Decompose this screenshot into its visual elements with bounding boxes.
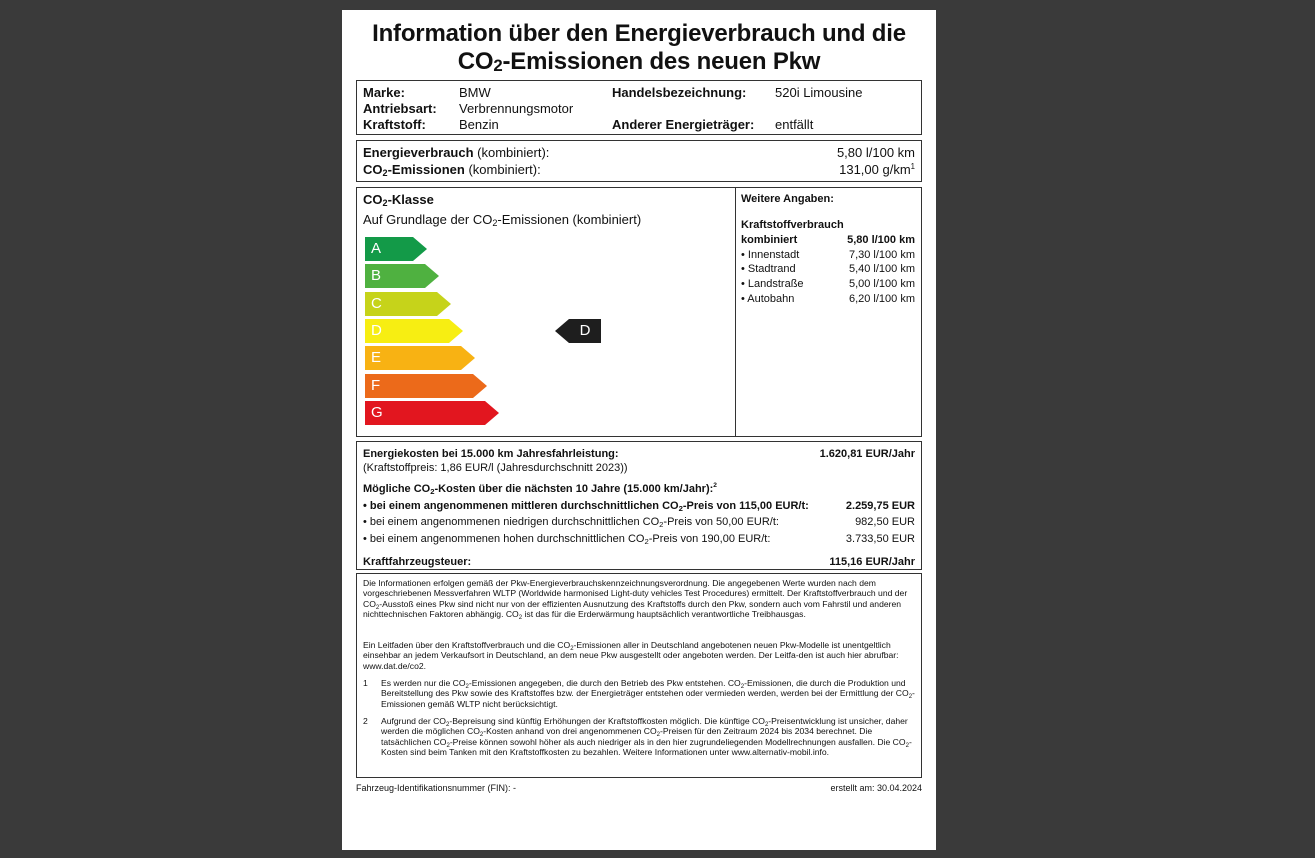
weitere-item-innenstadt: • Innenstadt bbox=[741, 249, 800, 261]
fin-label: Fahrzeug-Identifikationsnummer (FIN): - bbox=[356, 783, 517, 793]
kombiniert-label: kombiniert bbox=[741, 234, 798, 246]
kraftstoffverbrauch-heading: Kraftstoffverbrauch bbox=[741, 219, 844, 231]
co2-class-bar-e bbox=[365, 346, 475, 370]
co2-class-arrow-icon bbox=[437, 292, 451, 316]
co2-kosten-heading: Mögliche $CO_2$-Kosten über die nächsten 10 Jahre (15.000 km/Jahr):$^2$ bbox=[363, 482, 717, 496]
anderer-label: Anderer Energieträger: bbox=[612, 117, 755, 132]
kombiniert-value: 5,80 l/100 km bbox=[847, 234, 915, 246]
energy-label-page bbox=[342, 10, 936, 850]
co2-class-bar-b bbox=[365, 264, 439, 288]
info-paragraph-1: Die Informationen erfolgen gemäß der Pkw-Energieverbrauchskennzeichnungsverordnung. Die angegebenen Werte wurden nach dem vorgeschriebenen Messverfahren WLTP (Worldwide harmonised Light-duty vehicles Test Procedures) ermittelt. Der Kraftstoffverbrauch und der $CO_2$-Ausstoß eines Pkw sind nicht nur von der effizienten Ausnutzung des Kraftstoffs durch den Pkw, sondern auch vom Fahrstil und anderen nichttechnischen Faktoren abhängig. $CO_2$ ist das für die Erderwärmung hauptsächlich verantwortliche Treibhausgas. bbox=[363, 578, 908, 622]
co2-class-bar-f bbox=[365, 374, 487, 398]
co2-class-letter: E bbox=[371, 349, 382, 367]
vehicle-info-box bbox=[356, 80, 922, 135]
co2-class-bar-g bbox=[365, 401, 499, 425]
costs-box bbox=[356, 441, 922, 570]
co2-kosten-niedrig-label: • bei einem angenommenen niedrigen durchschnittlichen $CO_2$-Preis von 50,00 EUR/t: bbox=[363, 516, 779, 529]
weitere-item-landstrasse: • Landstraße bbox=[741, 278, 804, 290]
info-text-box bbox=[356, 573, 922, 778]
co2-kosten-hoch-value: 3.733,50 EUR bbox=[845, 533, 915, 545]
co2-kosten-niedrig-value: 982,50 EUR bbox=[855, 516, 915, 528]
title-line-1: Information über den Energieverbrauch und die bbox=[372, 20, 906, 47]
footnote-2 bbox=[357, 716, 923, 778]
co2-class-arrow-icon bbox=[461, 346, 475, 370]
co2-kosten-mittel-value: 2.259,75 EUR bbox=[845, 500, 915, 512]
co2-class-letter: G bbox=[371, 403, 383, 421]
co2-class-basis: Auf Grundlage der $CO_2$-Emissionen (kombiniert) bbox=[363, 212, 642, 228]
title-line-2: $CO_2$-Emissionen des neuen Pkw bbox=[457, 48, 821, 75]
kraftstoff-value: Benzin bbox=[459, 117, 499, 132]
handels-value: 520i Limousine bbox=[775, 85, 863, 100]
current-class-letter: D bbox=[569, 319, 601, 343]
current-class-marker bbox=[555, 319, 601, 343]
co2-class-bar-body bbox=[365, 374, 473, 398]
kraftstoffpreis-note: (Kraftstoffpreis: 1,86 EUR/l (Jahresdurchschnitt 2023)) bbox=[363, 462, 628, 474]
weitere-value-autobahn: 6,20 l/100 km bbox=[848, 293, 915, 305]
co2-class-letter: F bbox=[371, 376, 381, 394]
co2-class-arrow-icon bbox=[449, 319, 463, 343]
kfz-steuer-label: Kraftfahrzeugsteuer: bbox=[363, 556, 472, 568]
co2-class-arrow-icon bbox=[473, 374, 487, 398]
co2-class-box bbox=[356, 187, 922, 437]
consumption-box bbox=[356, 140, 922, 182]
co2-kosten-mittel-label: • bei einem angenommenen mittleren durchschnittlichen $CO_2$-Preis von 115,00 EUR/t: bbox=[363, 500, 809, 513]
energiekosten-value: 1.620,81 EUR/Jahr bbox=[819, 448, 915, 460]
co2-class-arrow-icon bbox=[413, 237, 427, 261]
kfz-steuer-value: 115,16 EUR/Jahr bbox=[829, 556, 915, 568]
weitere-value-stadtrand: 5,40 l/100 km bbox=[848, 263, 915, 275]
footnote-2-text: Aufgrund der $CO_2$-Bepreisung sind künftig Erhöhungen der Kraftstoffkosten möglich. Die künftige $CO_2$-Preisentwicklung ist unsicher, daher werden die möglichen $CO_2$-Kosten anhand von drei angenommenen $CO_2$-Preisen für den Zeitraum 2024 bis 2034 berechnet. Die tatsächlichen $CO_2$-Preise können sowohl höher als auch niedriger als in den hier zugrundeliegenden Modellrechnungen ausfallen. Die $CO_2$-Kosten sind beim Tanken mit den Kraftstoffkosten zu bezahlen. Weitere Informationen unter www.alternativ-mobil.info. bbox=[381, 716, 912, 758]
energieverbrauch-label: Energieverbrauch (kombiniert): bbox=[363, 145, 550, 160]
anderer-value: entfällt bbox=[775, 117, 814, 132]
footnote-1-number: 1 bbox=[363, 678, 368, 688]
weitere-value-landstrasse: 5,00 l/100 km bbox=[848, 278, 915, 290]
info-paragraph-2: Ein Leitfaden über den Kraftstoffverbrauch und die $CO_2$-Emissionen aller in Deutschland angebotenen neuen Pkw-Modelle ist unentgeltlich einsehbar an jedem Verkaufsort in Deutschland, an dem neue Pkw ausgestellt oder angeboten werden. Der Leitfa-den ist auch hier abrufbar: www.dat.de/co2. bbox=[363, 640, 899, 671]
weitere-item-autobahn: • Autobahn bbox=[741, 293, 795, 305]
co2-class-bar-c bbox=[365, 292, 451, 316]
handels-label: Handelsbezeichnung: bbox=[612, 85, 747, 100]
co2-class-bar-body bbox=[365, 401, 485, 425]
co2-class-letter: D bbox=[371, 321, 382, 339]
energiekosten-label: Energiekosten bei 15.000 km Jahresfahrleistung: bbox=[363, 448, 619, 460]
co2-kosten-hoch-label: • bei einem angenommenen hohen durchschnittlichen $CO_2$-Preis von 190,00 EUR/t: bbox=[363, 533, 771, 546]
weitere-value-innenstadt: 7,30 l/100 km bbox=[848, 249, 915, 261]
co2-emissionen-label: $CO_2$-Emissionen (kombiniert): bbox=[363, 162, 541, 178]
energieverbrauch-value: 5,80 l/100 km bbox=[836, 145, 915, 160]
antrieb-label: Antriebsart: bbox=[363, 101, 437, 116]
weitere-heading: Weitere Angaben: bbox=[741, 193, 834, 205]
co2-class-letter: B bbox=[371, 267, 382, 285]
co2-class-heading: $CO_2$-Klasse bbox=[363, 192, 434, 208]
co2-class-divider bbox=[735, 188, 736, 436]
co2-class-arrow-icon bbox=[425, 264, 439, 288]
co2-emissionen-value: 131,00 $g/km^1$ bbox=[839, 162, 915, 177]
co2-class-arrow-icon bbox=[485, 401, 499, 425]
co2-class-letter: C bbox=[371, 294, 382, 312]
erstellt-date: erstellt am: 30.04.2024 bbox=[830, 783, 922, 793]
co2-class-letter: A bbox=[371, 240, 382, 257]
page-title bbox=[342, 20, 936, 76]
antrieb-value: Verbrennungsmotor bbox=[459, 101, 574, 116]
kraftstoff-label: Kraftstoff: bbox=[363, 117, 426, 132]
footnote-1 bbox=[357, 678, 923, 718]
footnote-2-number: 2 bbox=[363, 716, 368, 726]
footnote-1-text: Es werden nur die $CO_2$-Emissionen angegeben, die durch den Betrieb des Pkw entstehen. $CO_2$-Emissionen, die durch die Produktion und Bereitstellung des Pkw sowie des Kraftstoffes bzw. der Energieträger entstehen oder vermieden werden, werden bei der Ermittlung der $CO_2$-Emissionen gemäß WLTP nicht berücksichtigt. bbox=[381, 678, 915, 709]
marker-arrow-icon bbox=[555, 319, 569, 343]
marke-value: BMW bbox=[459, 85, 491, 100]
marke-label: Marke: bbox=[363, 85, 405, 100]
co2-class-bar-d bbox=[365, 319, 463, 343]
weitere-item-stadtrand: • Stadtrand bbox=[741, 263, 796, 275]
co2-class-bar-a bbox=[365, 237, 427, 261]
